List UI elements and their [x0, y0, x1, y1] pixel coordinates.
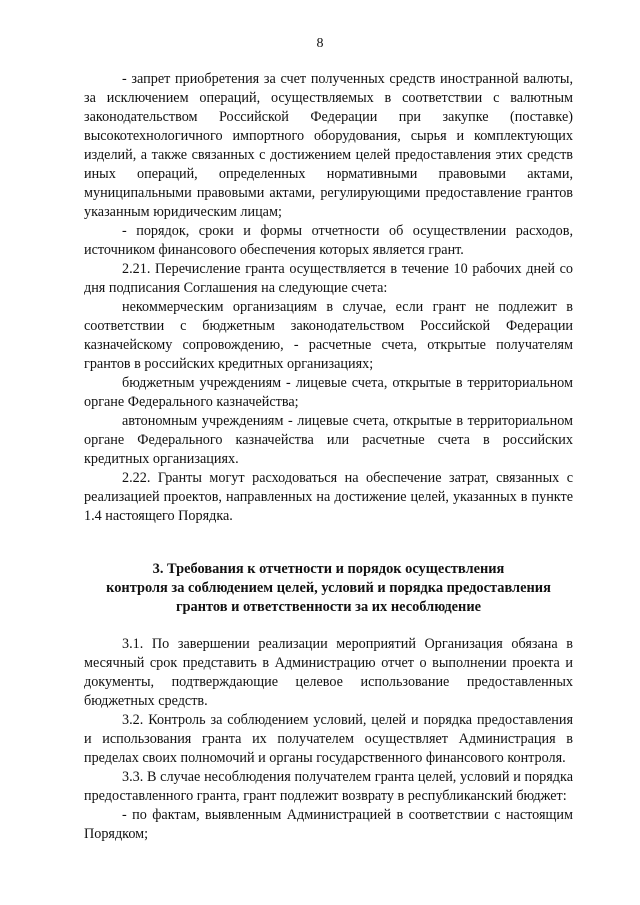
- paragraph-2-21: 2.21. Перечисление гранта осуществляется в течение 10 рабочих дней со дня подписания Соглашения на следующие счета:: [84, 261, 573, 296]
- document-body: [84, 70, 573, 844]
- paragraph-currency-ban: - запрет приобретения за счет полученных средств иностранной валюты, за исключением операций, осуществляемых в соответствии с валютным законодательством Российской Федерации при закупке (поставке) высокотехнологичного импортного оборудования, сырья и комплектующих изделий, а также связанных с достижением целей предоставления этих средств иных операций, определенных нормативными правовыми актами, муниципальными правовыми актами, регулирующими предоставление грантов указанным юридическим лицам;: [84, 71, 573, 220]
- section-heading-line-3: грантов и ответственности за их несоблюдение: [175, 599, 482, 615]
- paragraph-2-22: 2.22. Гранты могут расходоваться на обеспечение затрат, связанных с реализацией проектов, направленных на достижение целей, указанных в пункте 1.4 настоящего Порядка.: [84, 470, 573, 524]
- paragraph-autonomous-institutions: автономным учреждениям - лицевые счета, открытые в территориальном органе Федерального казначейства или расчетные счета в российских кредитных организациях.: [84, 413, 573, 467]
- paragraph-reporting-procedure: - порядок, сроки и формы отчетности об осуществлении расходов, источником финансового обеспечения которых является грант.: [84, 223, 573, 258]
- paragraph-nonprofit-accounts: некоммерческим организациям в случае, если грант не подлежит в соответствии с бюджетным законодательством Российской Федерации казначейскому сопровождению, - расчетные счета, открытые получателям грантов в российских кредитных организациях;: [84, 299, 573, 372]
- paragraph-3-3: 3.3. В случае несоблюдения получателем гранта целей, условий и порядка предоставленного гранта, грант подлежит возврату в республиканский бюджет:: [84, 769, 573, 804]
- page-number: 8: [316, 36, 324, 51]
- paragraph-facts-identified: - по фактам, выявленным Администрацией в соответствии с настоящим Порядком;: [84, 807, 573, 842]
- section-3-heading: [84, 560, 573, 617]
- paragraph-budget-institutions: бюджетным учреждениям - лицевые счета, открытые в территориальном органе Федерального казначейства;: [84, 375, 573, 410]
- section-heading-line-2: контроля за соблюдением целей, условий и порядка предоставления: [106, 580, 551, 596]
- paragraph-3-1: 3.1. По завершении реализации мероприятий Организация обязана в месячный срок представить в Администрацию отчет о выполнении проекта и документы, подтверждающие целевое использование предоставленных бюджетных средств.: [84, 636, 573, 709]
- section-heading-line-1: 3. Требования к отчетности и порядок осуществления: [152, 561, 505, 577]
- paragraph-3-2: 3.2. Контроль за соблюдением условий, целей и порядка предоставления и использования гранта их получателем осуществляет Администрация в пределах своих полномочий и органы государственного финансового контроля.: [84, 712, 573, 766]
